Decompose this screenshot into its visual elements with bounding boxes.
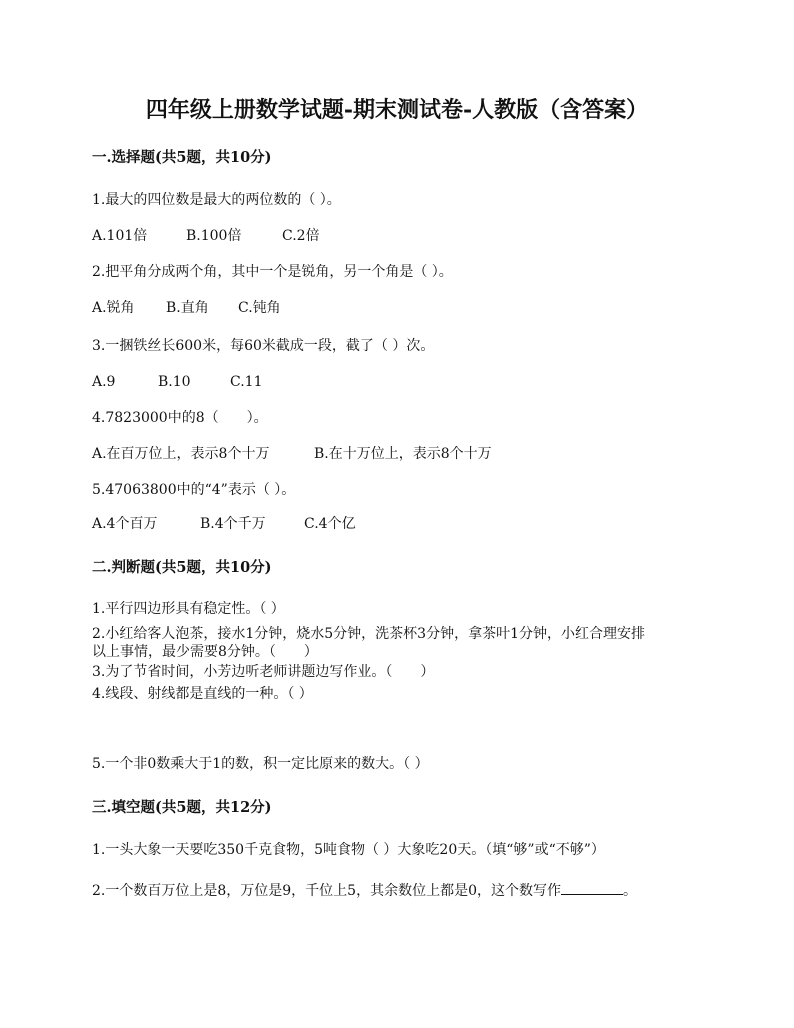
question-text: 2.小红给客人泡茶，接水1分钟，烧水5分钟，洗茶杯3分钟，拿茶叶1分钟，小红合理安排 <box>92 626 645 642</box>
option: A.锐角 <box>92 300 135 316</box>
answer-blank <box>561 880 623 895</box>
question-text: 1.一头大象一天要吃350千克食物，5吨食物（ ）大象吃20天。（填“够”或“不够”） <box>92 842 605 858</box>
option: A.4个百万 <box>92 516 158 532</box>
option: B.4个千万 <box>200 516 266 532</box>
option: C.11 <box>230 374 263 390</box>
option: B.100倍 <box>186 228 242 244</box>
question-options <box>92 372 262 392</box>
question-text: 5.一个非0数乘大于1的数，积一定比原来的数大。（ ） <box>92 756 429 772</box>
question-options <box>92 514 356 534</box>
question-options <box>92 298 281 318</box>
question-text: 3.为了节省时间，小芳边听老师讲题边写作业。（ ） <box>92 664 435 680</box>
option: A.9 <box>92 374 116 390</box>
section-heading-judge: 二.判断题(共5题，共10分) <box>92 559 272 576</box>
option: B.10 <box>158 374 191 390</box>
question-line <box>92 880 637 901</box>
page-title: 四年级上册数学试题-期末测试卷-人教版（含答案） <box>145 97 649 123</box>
option: C.2倍 <box>282 228 320 244</box>
question-text: 4.7823000中的8（ ）。 <box>92 410 268 426</box>
option: A.101倍 <box>92 228 148 244</box>
question-text: 2.把平角分成两个角，其中一个是锐角，另一个角是（ ）。 <box>92 264 453 280</box>
question-text: 2.一个数百万位上是8，万位是9，千位上5，其余数位上都是0，这个数写作 <box>92 883 561 899</box>
question-options <box>92 444 492 464</box>
question-text: 5.47063800中的“4”表示（ ）。 <box>92 482 296 498</box>
question-text: 3.一捆铁丝长600米，每60米截成一段，截了（ ）次。 <box>92 338 435 354</box>
question-text: 4.线段、射线都是直线的一种。（ ） <box>92 686 313 702</box>
question-suffix: 。 <box>623 883 637 899</box>
option: B.在十万位上，表示8个十万 <box>314 446 492 462</box>
question-options <box>92 226 320 246</box>
option: A.在百万位上，表示8个十万 <box>92 446 270 462</box>
option: C.4个亿 <box>304 516 356 532</box>
question-text-continued: 以上事情，最少需要8分钟。（ ） <box>92 644 318 660</box>
option: C.钝角 <box>238 300 281 316</box>
section-heading-fill: 三.填空题(共5题，共12分) <box>92 799 272 816</box>
question-text: 1.平行四边形具有稳定性。（ ） <box>92 601 285 617</box>
option: B.直角 <box>166 300 209 316</box>
question-text: 1.最大的四位数是最大的两位数的（ ）。 <box>92 192 341 208</box>
section-heading-choice: 一.选择题(共5题，共10分) <box>92 149 272 166</box>
